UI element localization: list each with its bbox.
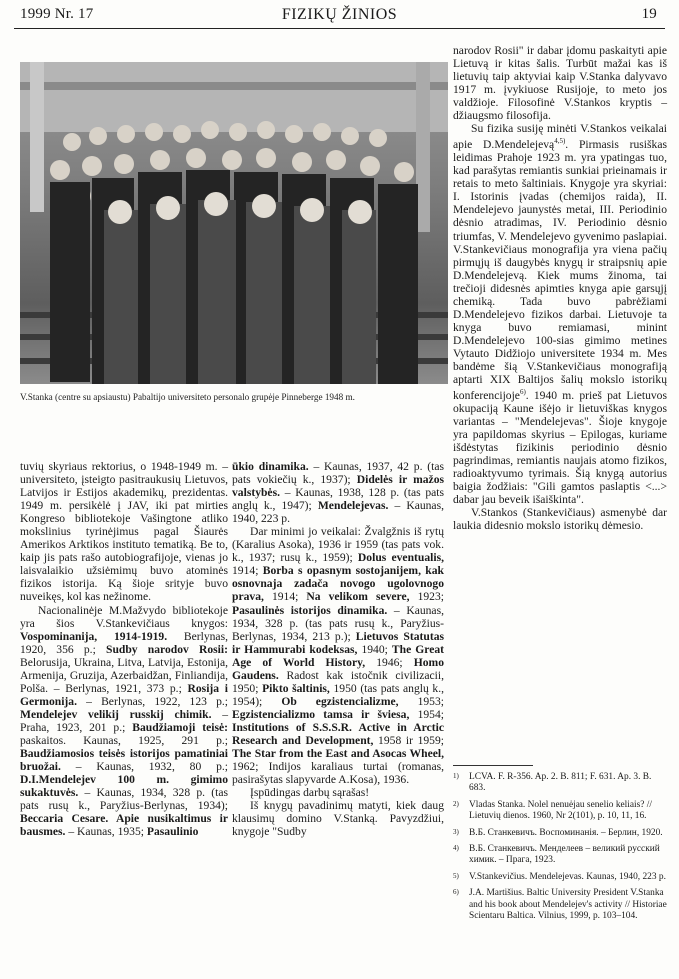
photo-caption: V.Stanka (centre su apsiaustu) Pabaltijo universiteto personalo grupėje Pinneberge 1948 m. xyxy=(20,392,355,402)
issue-label: 1999 Nr. 17 xyxy=(20,6,94,22)
paragraph-book-list-cont: ūkio dinamika. – Kaunas, 1937, 42 p. (tas pats vokiečių k., 1937); Didelės ir mažos valstybės. – Kaunas, 1938, 128 p. (tas pats anglų k., 1947); Mendelejevas. – Kaunas, 1940, 223 p. xyxy=(232,460,445,526)
footnote-item: 3) В.Б. Станкевичъ. Воспоминанія. – Берлин, 1920. xyxy=(453,827,663,838)
footnote-ref: 4,5) xyxy=(554,137,566,146)
paragraph-other-works: Dar minimi jo veikalai: Žvalgžnis iš rytų (Karalius Asoka), 1936 ir 1959 (tas pats vok. k., 1937; rusų k., 1959); Dolus eventualis, 1914; Borba s opasnym sostojanijem, kak osnovnaja zadača novogo ugolovnogo prava, 1914; Na velikom severe, 1923; Pasaulinės istorijos dinamika. – Kaunas, 1934, 328 p. (tas pats rusų k., Paryžius-Berlynas, 1934, 213 p.); Lietuvos Statutas ir Hammurabi kodeksas, 1940; The Great Age of World History, 1946; Homo Gaudens. Radost kak istočnik civilizacii, 1950; Pikto šaltinis, 1950 (tas pats anglų k., 1954); Ob egzistencializme, 1953; Egzistencializmo tamsa ir šviesa, 1954; Institutions of S.S.S.R. Active in Arctic Research and Development, 1958 ir 1959; The Star from the East and Asocas Wheel, 1962; Indijos karaliaus turtai (romanas, pasirašytas slapyvarde A.Kosa), 1936. xyxy=(232,525,445,787)
group-photo xyxy=(20,62,448,384)
paragraph-book-list: Nacionalinėje M.Mažvydo bibliotekoje yra šios V.Stankevičiaus knygos: Vospominanija, 1914-1919. Berlynas, 1920, 356 p.; Sudby narodov Rosii: Belorusija, Ukraina, Litva, Latvija, Estonija, Armenija, Gruzija, Azerbaidžan, Finliandija, Polša. – Berlynas, 1921, 373 p.; Rosija i Germonija. – Berlynas, 1922, 123 p.; Mendelejev velikij russkij chimik. – Praha, 1923, 201 p.; Baudžiamoji teisė: paskaitos. Kaunas, 1925, 291 p.; Baudžiamosios teisės istorijos pamatiniai bruožai. – Kaunas, 1932, 80 p.; D.I.Mendelejev 100 m. gimimo sukaktuvės. – Kaunas, 1934, 328 p. (tas pats rusų k., Paryžius-Berlynas, 1934); Beccaria Cesare. Apie nusikaltimus ir bausmes. – Kaunas, 1935; Pasaulinio xyxy=(20,603,228,839)
paragraph: Iš knygų pavadinimų matyti, kiek daug klausimų domino V.Stanką. Pavyzdžiui, knygoje "Sudby xyxy=(232,799,444,839)
text-column-3 xyxy=(453,44,667,532)
journal-title: FIZIKŲ ŽINIOS xyxy=(281,6,398,23)
paragraph: narodov Rosii" ir dabar įdomu paskaityti apie Lietuvą ir kitas šalis. Turbūt mažai kas iš lietuvių taip aktyviai kaip V.Stanka dalyvavo 1917 m. įvykiuose Rusijoje, to meto jos valdžioje. Filosofinė V.Stankos kryptis – džiaugsmo filosofija. xyxy=(453,44,667,123)
footnote-item: 1) LCVA. F. R-356. Ap. 2. B. 811; F. 631. Ap. 3. B. 683. xyxy=(453,772,652,794)
footnote-rule xyxy=(453,765,533,766)
footnote-item: 2) Vladas Stanka. Nolel nenuėjau senelio keliais? // Lietuvių dienos. 1960, Nr 2(101), p. 10, 11, 16. xyxy=(453,799,653,822)
footnote-item: 5) V.Stankevičius. Mendelejevas. Kaunas, 1940, 223 p. xyxy=(453,871,666,882)
paragraph: Įspūdingas darbų sąrašas! xyxy=(250,786,370,800)
page-number: 19 xyxy=(641,6,657,22)
paragraph: V.Stankos (Stankevičiaus) asmenybė dar laukia didesnio mokslo istorikų dėmesio. xyxy=(453,506,667,533)
header-rule xyxy=(14,28,665,29)
footnote-item: 6) J.A. Martišius. Baltic University President V.Stanka and his book about Mendelejev's activity // Historiae Scientaru Baltica. Vilnius, 1999, p. 103–104. xyxy=(453,888,667,922)
paragraph-mendeleev: Su fizika susiję minėti V.Stankos veikalai apie D.Mendelejevą$^{4,5)}$. Pirmasis rusiškas leidimas Prahoje 1923 m. yra ypatingas tuo, kad parašytas remiantis sunkiai prieinamais ir retais to meto šaltiniais. Knygoje yra skyriai: I. Istorinis įvadas (chemijos raida), II. Mendelejevo jaunystės metai, III. Periodinio dėsnio atradimas, IV. Periodinio dėsnio triumfas, V. Mendelejevo gyvenimo paslapiai. V.Stankevičiaus monografija yra viena pačių pirmųjų iš daugybės knygų ir straipsnių apie D.Mendelejevą. Kiek mums žinoma, tai trečioji didesnės apimties knyga apie garsųjį chemiką. Tada buvo pabrėžiami D.Mendelejevo fizikos darbai. Lietuvoje ta knyga buvo remiamasi, minint D.Mendelejevo 100-sias gimimo metines Vytauto Didžiojo universitete 1934 m. Mes bandėme šią V.Stankevičiaus monografiją aptarti XIX Baltijos šalių mokslo istorikų konferencijoje$^{6)}$. 1940 m. prieš pat Lietuvos okupaciją Kaune išėjo ir lietuviškas knygos variantas – "Mendelejevas". Šioje knygoje yra papildomas skyrius – Epilogas, kuriame išdėstytas fizikinis periodinio dėsnio pagrindimas, remiantis naujais atomo fizikos, radioaktyvumo tyrimais. Šią knygą autorius baigia žodžiais: "Gili gamtos paslaptis <...> dabar jau beveik išaiškinta". xyxy=(453,122,667,507)
footnotes xyxy=(453,772,667,927)
text-column-1 xyxy=(20,460,228,838)
footnote-item: 4) В.Б. Станкевичъ. Менделеев – великий русский химик. – Прага, 1923. xyxy=(453,844,660,866)
text-column-2 xyxy=(232,460,444,838)
paragraph: tuvių skyriaus rektorius, o 1948-1949 m. – universiteto, įsteigto pasitraukusių Lietuvos, Latvijos ir Estijos akademikų, prezidentas. 1949 m. persikėlė į JAV, iki pat mirties Kongreso bibliotekoje Vašingtone atliko mokslinius tyrinėjimus pagal Šiaurės Amerikos Arktikos instituto tematiką. Be to, kaip jis pats rašo autobiografijoje, vienas jo laisvalaikio užsiėmimų buvo atominės fizikos istorija. Ką šioje srityje buvo nuveikęs, kol kas nežinome. xyxy=(20,460,228,604)
footnote-ref: 6) xyxy=(519,388,526,397)
